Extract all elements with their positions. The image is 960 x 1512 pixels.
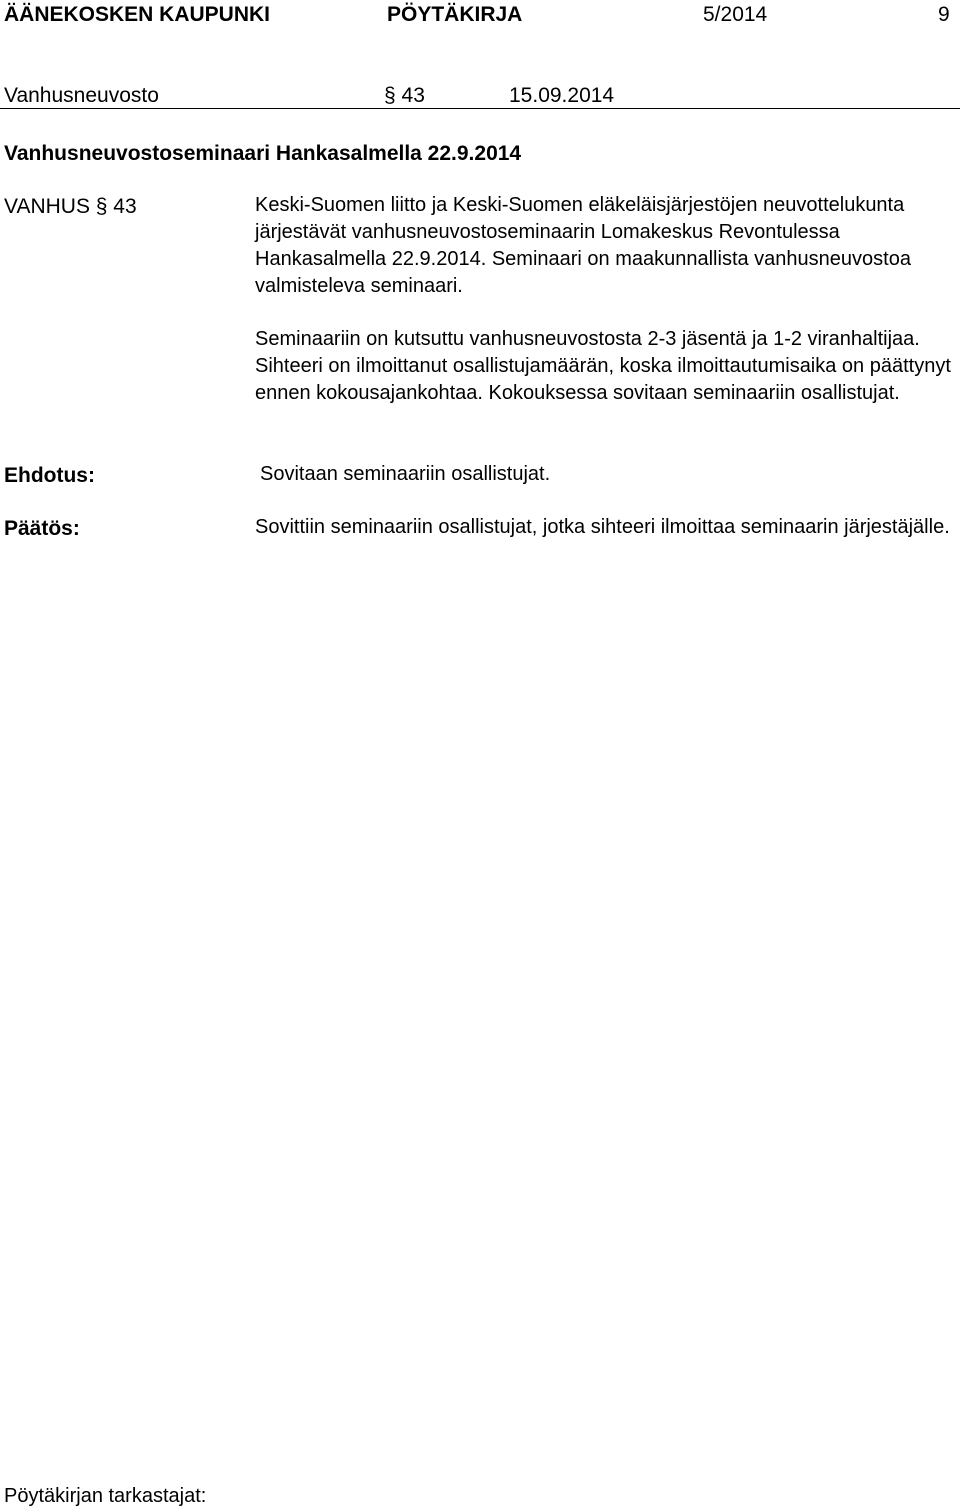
item-title: Vanhusneuvostoseminaari Hankasalmella 22.9.2014 [4,142,522,165]
page-number: 9 [938,3,950,26]
header-divider [0,108,960,109]
proposal-text: Sovitaan seminaariin osallistujat. [260,463,551,485]
issue-number: 5/2014 [703,3,768,26]
decision-text: Sovittiin seminaariin osallistujat, jotka sihteeri ilmoittaa seminaarin järjestäjälle. [255,516,950,538]
meeting-section: § 43 [384,84,425,107]
meeting-body: Vanhusneuvosto [4,84,159,107]
proposal-label: Ehdotus: [4,464,95,487]
reviewers-label: Pöytäkirjan tarkastajat: [4,1485,207,1507]
meeting-date: 15.09.2014 [509,84,615,107]
municipality-name: ÄÄNEKOSKEN KAUPUNKI [4,3,271,26]
item-reference: VANHUS § 43 [4,195,137,218]
document-type: PÖYTÄKIRJA [387,3,523,26]
decision-label: Päätös: [4,517,80,540]
paragraph-1: Keski-Suomen liitto ja Keski-Suomen eläkeläisjärjestöjen neuvottelukunta järjestävät vanhusneuvostoseminaarin Lomakeskus Revontulessa Hankasalmella 22.9.2014. Seminaari on maakunnallista vanhusneuvostoa valmisteleva seminaari. [255,194,911,297]
paragraph-2: Seminaariin on kutsuttu vanhusneuvostosta 2-3 jäsentä ja 1-2 viranhaltijaa. Sihteeri on ilmoittanut osallistujamäärän, koska ilmoittautumisaika on päättynyt ennen kokousajankohtaa. Kokouksessa sovitaan seminaariin osallistujat. [255,328,951,404]
